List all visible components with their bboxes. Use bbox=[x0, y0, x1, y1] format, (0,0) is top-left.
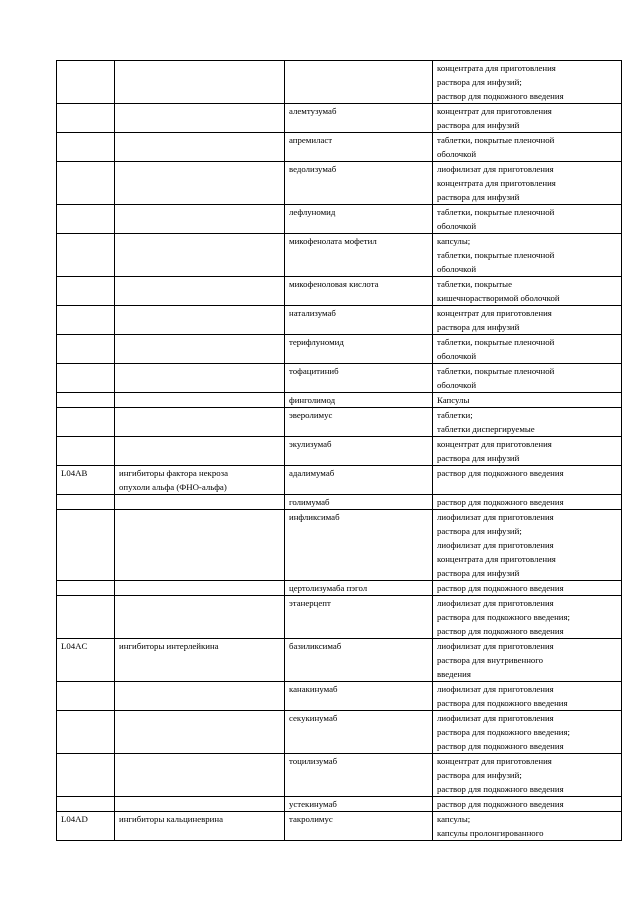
dosage-form-cell: таблетки, покрытые пленочной оболочкой bbox=[433, 205, 622, 234]
dosage-form-cell: таблетки, покрытые пленочной оболочкой bbox=[433, 335, 622, 364]
dosage-form-cell: капсулы; капсулы пролонгированного bbox=[433, 812, 622, 841]
atc-code-cell bbox=[57, 364, 115, 393]
table-row bbox=[57, 510, 622, 581]
group-name-cell: ингибиторы фактора некроза опухоли альфа (ФНО-альфа) bbox=[115, 466, 285, 495]
atc-code-cell: L04AD bbox=[57, 812, 115, 841]
group-name-cell bbox=[115, 797, 285, 812]
dosage-form-cell: концентрат для приготовления раствора для инфузий bbox=[433, 437, 622, 466]
drug-name-cell: голимумаб bbox=[285, 495, 433, 510]
table-row bbox=[57, 495, 622, 510]
atc-code-cell bbox=[57, 162, 115, 205]
group-name-cell bbox=[115, 133, 285, 162]
drug-name-cell: тоцилизумаб bbox=[285, 754, 433, 797]
atc-code-cell bbox=[57, 495, 115, 510]
group-name-cell bbox=[115, 408, 285, 437]
dosage-form-cell: капсулы; таблетки, покрытые пленочной оболочкой bbox=[433, 234, 622, 277]
drug-name-cell: экулизумаб bbox=[285, 437, 433, 466]
group-name-cell bbox=[115, 364, 285, 393]
table-row bbox=[57, 797, 622, 812]
atc-code-cell bbox=[57, 234, 115, 277]
table-row bbox=[57, 596, 622, 639]
table-row bbox=[57, 466, 622, 495]
table-body bbox=[57, 61, 622, 841]
dosage-form-cell: таблетки, покрытые кишечнорастворимой оболочкой bbox=[433, 277, 622, 306]
drug-name-cell: этанерцепт bbox=[285, 596, 433, 639]
atc-code-cell bbox=[57, 581, 115, 596]
drug-name-cell: канакинумаб bbox=[285, 682, 433, 711]
drug-name-cell: натализумаб bbox=[285, 306, 433, 335]
dosage-form-cell: таблетки, покрытые пленочной оболочкой bbox=[433, 364, 622, 393]
table-row bbox=[57, 234, 622, 277]
dosage-form-cell: лиофилизат для приготовления концентрата для приготовления раствора для инфузий bbox=[433, 162, 622, 205]
atc-code-cell: L04AB bbox=[57, 466, 115, 495]
table-row bbox=[57, 581, 622, 596]
group-name-cell bbox=[115, 104, 285, 133]
drug-name-cell: финголимод bbox=[285, 393, 433, 408]
dosage-form-cell: лиофилизат для приготовления раствора для внутривенного введения bbox=[433, 639, 622, 682]
drug-name-cell: цертолизумаба пэгол bbox=[285, 581, 433, 596]
table-row bbox=[57, 133, 622, 162]
group-name-cell bbox=[115, 205, 285, 234]
drug-table bbox=[56, 60, 622, 841]
table-row bbox=[57, 639, 622, 682]
group-name-cell bbox=[115, 234, 285, 277]
atc-code-cell bbox=[57, 205, 115, 234]
group-name-cell bbox=[115, 495, 285, 510]
drug-name-cell: апремиласт bbox=[285, 133, 433, 162]
drug-name-cell: алемтузумаб bbox=[285, 104, 433, 133]
dosage-form-cell: лиофилизат для приготовления раствора для инфузий; лиофилизат для приготовления концентрата для приготовления раствора для инфузий bbox=[433, 510, 622, 581]
group-name-cell bbox=[115, 162, 285, 205]
dosage-form-cell: раствор для подкожного введения bbox=[433, 797, 622, 812]
atc-code-cell bbox=[57, 797, 115, 812]
dosage-form-cell: раствор для подкожного введения bbox=[433, 466, 622, 495]
atc-code-cell bbox=[57, 596, 115, 639]
table-row bbox=[57, 393, 622, 408]
dosage-form-cell: концентрат для приготовления раствора для инфузий; раствор для подкожного введения bbox=[433, 754, 622, 797]
table-row bbox=[57, 364, 622, 393]
drug-name-cell: тофацитиниб bbox=[285, 364, 433, 393]
group-name-cell: ингибиторы интерлейкина bbox=[115, 639, 285, 682]
drug-name-cell: базиликсимаб bbox=[285, 639, 433, 682]
table-row bbox=[57, 682, 622, 711]
dosage-form-cell: таблетки; таблетки диспергируемые bbox=[433, 408, 622, 437]
drug-name-cell: инфликсимаб bbox=[285, 510, 433, 581]
dosage-form-cell: концентрат для приготовления раствора для инфузий bbox=[433, 104, 622, 133]
dosage-form-cell: Капсулы bbox=[433, 393, 622, 408]
atc-code-cell bbox=[57, 277, 115, 306]
atc-code-cell bbox=[57, 437, 115, 466]
table-row bbox=[57, 711, 622, 754]
group-name-cell bbox=[115, 510, 285, 581]
drug-name-cell: секукинумаб bbox=[285, 711, 433, 754]
drug-name-cell: такролимус bbox=[285, 812, 433, 841]
atc-code-cell bbox=[57, 711, 115, 754]
table-row bbox=[57, 335, 622, 364]
drug-name-cell: микофенолата мофетил bbox=[285, 234, 433, 277]
group-name-cell bbox=[115, 335, 285, 364]
group-name-cell bbox=[115, 711, 285, 754]
group-name-cell bbox=[115, 682, 285, 711]
group-name-cell bbox=[115, 437, 285, 466]
drug-name-cell: устекинумаб bbox=[285, 797, 433, 812]
group-name-cell bbox=[115, 61, 285, 104]
group-name-cell bbox=[115, 754, 285, 797]
group-name-cell bbox=[115, 393, 285, 408]
atc-code-cell bbox=[57, 335, 115, 364]
dosage-form-cell: раствор для подкожного введения bbox=[433, 495, 622, 510]
drug-name-cell: ведолизумаб bbox=[285, 162, 433, 205]
table-row bbox=[57, 277, 622, 306]
drug-name-cell: терифлуномид bbox=[285, 335, 433, 364]
dosage-form-cell: таблетки, покрытые пленочной оболочкой bbox=[433, 133, 622, 162]
table-row bbox=[57, 812, 622, 841]
dosage-form-cell: концентрата для приготовления раствора для инфузий; раствор для подкожного введения bbox=[433, 61, 622, 104]
atc-code-cell bbox=[57, 393, 115, 408]
dosage-form-cell: лиофилизат для приготовления раствора для подкожного введения bbox=[433, 682, 622, 711]
group-name-cell bbox=[115, 277, 285, 306]
drug-name-cell bbox=[285, 61, 433, 104]
dosage-form-cell: раствор для подкожного введения bbox=[433, 581, 622, 596]
dosage-form-cell: концентрат для приготовления раствора для инфузий bbox=[433, 306, 622, 335]
atc-code-cell bbox=[57, 306, 115, 335]
drug-name-cell: микофеноловая кислота bbox=[285, 277, 433, 306]
drug-name-cell: лефлуномид bbox=[285, 205, 433, 234]
table-row bbox=[57, 306, 622, 335]
table-row bbox=[57, 162, 622, 205]
atc-code-cell: L04AC bbox=[57, 639, 115, 682]
table-row bbox=[57, 408, 622, 437]
atc-code-cell bbox=[57, 510, 115, 581]
atc-code-cell bbox=[57, 104, 115, 133]
group-name-cell bbox=[115, 306, 285, 335]
table-row bbox=[57, 437, 622, 466]
table-row bbox=[57, 754, 622, 797]
drug-name-cell: эверолимус bbox=[285, 408, 433, 437]
group-name-cell bbox=[115, 581, 285, 596]
table-row bbox=[57, 61, 622, 104]
dosage-form-cell: лиофилизат для приготовления раствора для подкожного введения; раствор для подкожного введения bbox=[433, 711, 622, 754]
table-row bbox=[57, 205, 622, 234]
atc-code-cell bbox=[57, 754, 115, 797]
atc-code-cell bbox=[57, 408, 115, 437]
group-name-cell: ингибиторы кальциневрина bbox=[115, 812, 285, 841]
table-row bbox=[57, 104, 622, 133]
atc-code-cell bbox=[57, 61, 115, 104]
dosage-form-cell: лиофилизат для приготовления раствора для подкожного введения; раствор для подкожного введения bbox=[433, 596, 622, 639]
group-name-cell bbox=[115, 596, 285, 639]
atc-code-cell bbox=[57, 682, 115, 711]
atc-code-cell bbox=[57, 133, 115, 162]
drug-name-cell: адалимумаб bbox=[285, 466, 433, 495]
